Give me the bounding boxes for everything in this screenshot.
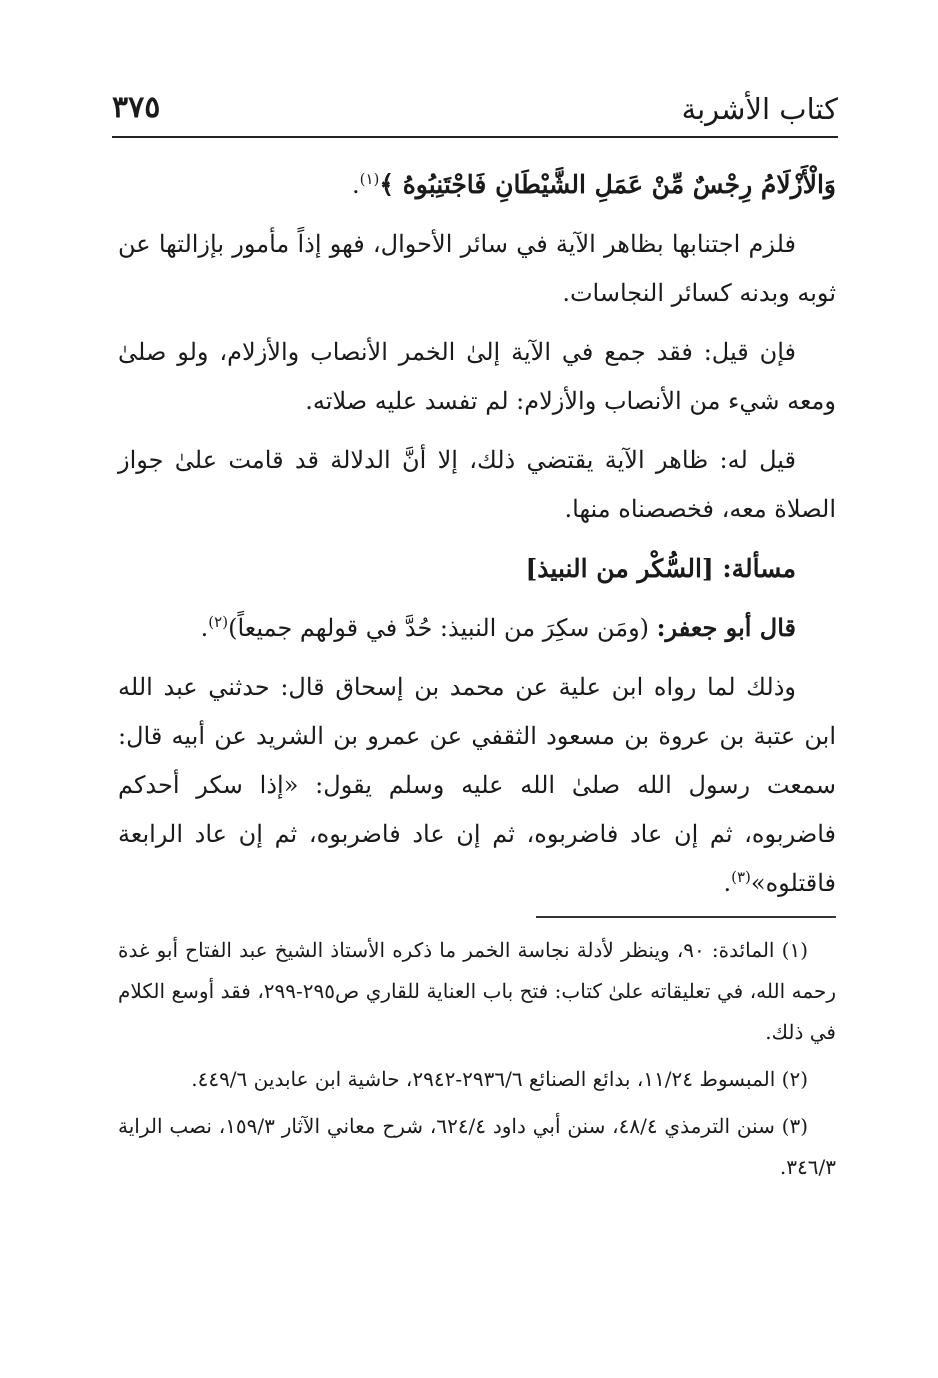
page-number: ٣٧٥ bbox=[112, 90, 161, 125]
hadith-text: وذلك لما رواه ابن علية عن محمد بن إسحاق قال: حدثني عبد الله ابن عتبة بن عروة بن مسعود الثقفي عن عمرو بن الشريد عن أبيه قال: سمعت رسول الله صلىٰ الله عليه وسلم يقول: «إذا سكر أحدكم فاضربوه، ثم إن عاد فاضربوه، ثم إن عاد فاضربوه، ثم إن عاد الرابعة فاقتلوه» bbox=[118, 673, 837, 897]
section-heading: مسألة: [السُّكْر من النبيذ] bbox=[525, 554, 796, 583]
footnote-3: (٣) سنن الترمذي ٤٨/٤، سنن أبي داود ٦٢٤/٤، شرح معاني الآثار ١٥٩/٣، نصب الراية ٣٤٦/٣. bbox=[118, 1114, 836, 1179]
paragraph-2: فإن قيل: فقد جمع في الآية إلىٰ الخمر الأنصاب والأزلام، ولو صلىٰ ومعه شيء من الأنصاب والأزلام: لم تفسد عليه صلاته. bbox=[118, 338, 836, 415]
paragraph-5-end: . bbox=[723, 869, 732, 897]
footnote-2: (٢) المبسوط ١١/٢٤، بدائع الصنائع ٢٩٣٦/٦-٢٩٤٢، حاشية ابن عابدين ٤٤٩/٦. bbox=[191, 1067, 808, 1091]
paragraph-3: قيل له: ظاهر الآية يقتضي ذلك، إلا أنَّ الدلالة قد قامت علىٰ جواز الصلاة معه، فخصصناه منها. bbox=[118, 446, 836, 523]
speaker-lead: قال أبو جعفر: bbox=[656, 613, 796, 642]
footnote-ref-2: (٢) bbox=[208, 613, 229, 631]
main-text bbox=[118, 160, 836, 918]
paragraph-4-end: . bbox=[200, 614, 209, 642]
running-title: كتاب الأشربة bbox=[681, 92, 838, 126]
verse-line bbox=[118, 160, 836, 210]
footnote-ref-1: (١) bbox=[359, 170, 380, 188]
paragraph-5 bbox=[118, 663, 836, 908]
paragraph-4 bbox=[118, 603, 836, 653]
paragraph-1: فلزم اجتنابها بظاهر الآية في سائر الأحوال، فهو إذاً مأمور بإزالتها عن ثوبه وبدنه كسائر النجاسات. bbox=[118, 230, 836, 307]
page-header bbox=[112, 86, 838, 138]
footnotes bbox=[118, 930, 836, 1194]
footnote-ref-3: (٣) bbox=[731, 868, 751, 886]
quoted-ruling: (ومَن سكِرَ من النبيذ: حُدَّ في قولهم جميعاً) bbox=[228, 614, 650, 642]
footnote-separator bbox=[536, 916, 836, 918]
verse-end: . bbox=[351, 171, 360, 199]
footnote-1: (١) المائدة: ٩٠، وينظر لأدلة نجاسة الخمر ما ذكره الأستاذ الشيخ عبد الفتاح أبو غدة رحمه الله، في تعليقاته علىٰ كتاب: فتح باب العناية للقاري ص٢٩٥-٢٩٩، فقد أوسع الكلام في ذلك. bbox=[118, 938, 836, 1044]
quran-verse: وَالْأَزْلَامُ رِجْسٌ مِّنْ عَمَلِ الشَّيْطَانِ فَاجْتَنِبُوهُ ﴾ bbox=[379, 170, 836, 199]
